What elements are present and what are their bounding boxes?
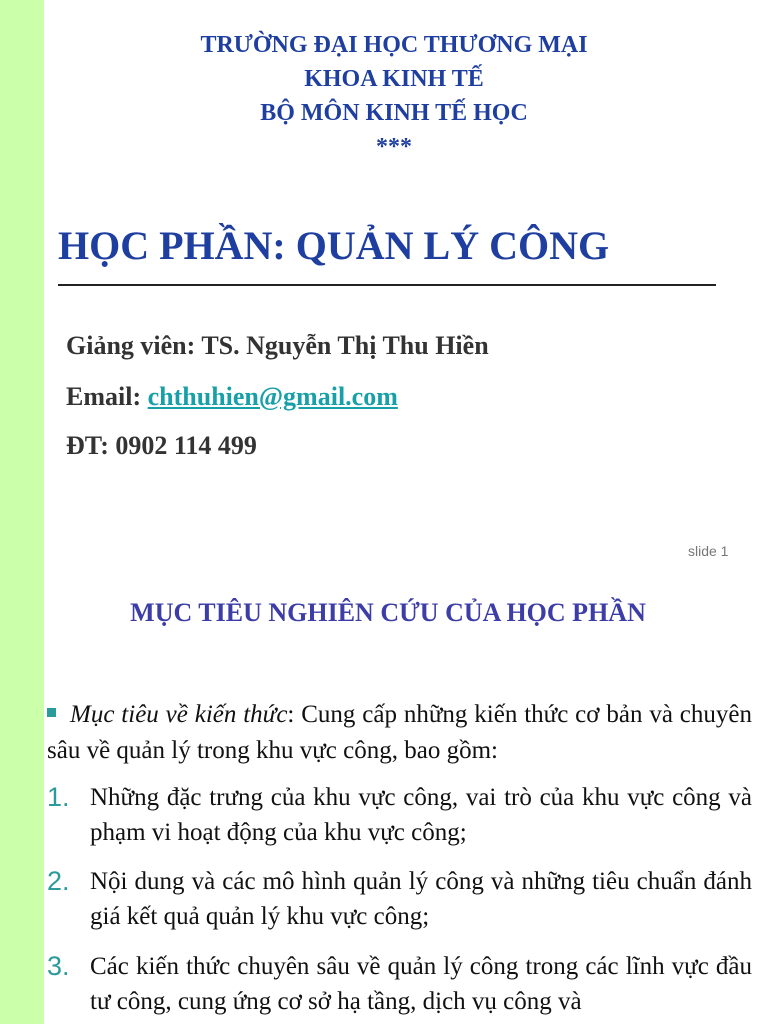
separator-text: *** <box>376 134 412 160</box>
university-name: TRƯỜNG ĐẠI HỌC THƯƠNG MẠI <box>200 32 588 58</box>
department-name: BỘ MÔN KINH TẾ HỌC <box>260 100 528 126</box>
university-header <box>44 28 744 62</box>
list-item-text: Các kiến thức chuyên sâu về quản lý công trong các lĩnh vực đầu tư công, cung ứng cơ sở hạ tầng, dịch vụ công và <box>90 953 752 1015</box>
title-underline <box>58 284 716 286</box>
phone-line: ĐT: 0902 114 499 <box>66 431 257 460</box>
list-item <box>47 864 752 934</box>
objectives-heading: MỤC TIÊU NGHIÊN CỨU CỦA HỌC PHẦN <box>130 598 646 627</box>
list-number: 3. <box>47 951 70 981</box>
slide-number: slide 1 <box>688 543 729 559</box>
list-item <box>47 949 752 1019</box>
list-number: 2. <box>47 866 70 896</box>
objective-label: Mục tiêu về kiến thức <box>70 701 288 728</box>
department-header <box>44 96 744 130</box>
list-item-text: Những đặc trưng của khu vực công, vai trò của khu vực công và phạm vi hoạt động của khu vực công; <box>90 784 752 846</box>
list-item <box>47 780 752 850</box>
email-link[interactable]: chthuhien@gmail.com <box>147 382 398 411</box>
knowledge-objective <box>47 697 752 769</box>
objective-text: : Cung cấp những kiến thức cơ bản và chuyên sâu về quản lý trong khu vực công, bao gồm: <box>47 701 752 764</box>
email-label: Email: <box>66 382 148 411</box>
separator-stars <box>44 130 744 164</box>
faculty-header <box>44 62 744 96</box>
email-line <box>66 382 398 412</box>
list-number: 1. <box>47 782 70 812</box>
list-item-text: Nội dung và các mô hình quản lý công và những tiêu chuẩn đánh giá kết quả quản lý khu vực công; <box>90 868 752 930</box>
course-title: HỌC PHẦN: QUẢN LÝ CÔNG <box>58 223 610 268</box>
faculty-name: KHOA KINH TẾ <box>304 66 484 92</box>
lecturer-line: Giảng viên: TS. Nguyễn Thị Thu Hiền <box>66 331 489 360</box>
square-bullet-icon <box>47 708 56 717</box>
